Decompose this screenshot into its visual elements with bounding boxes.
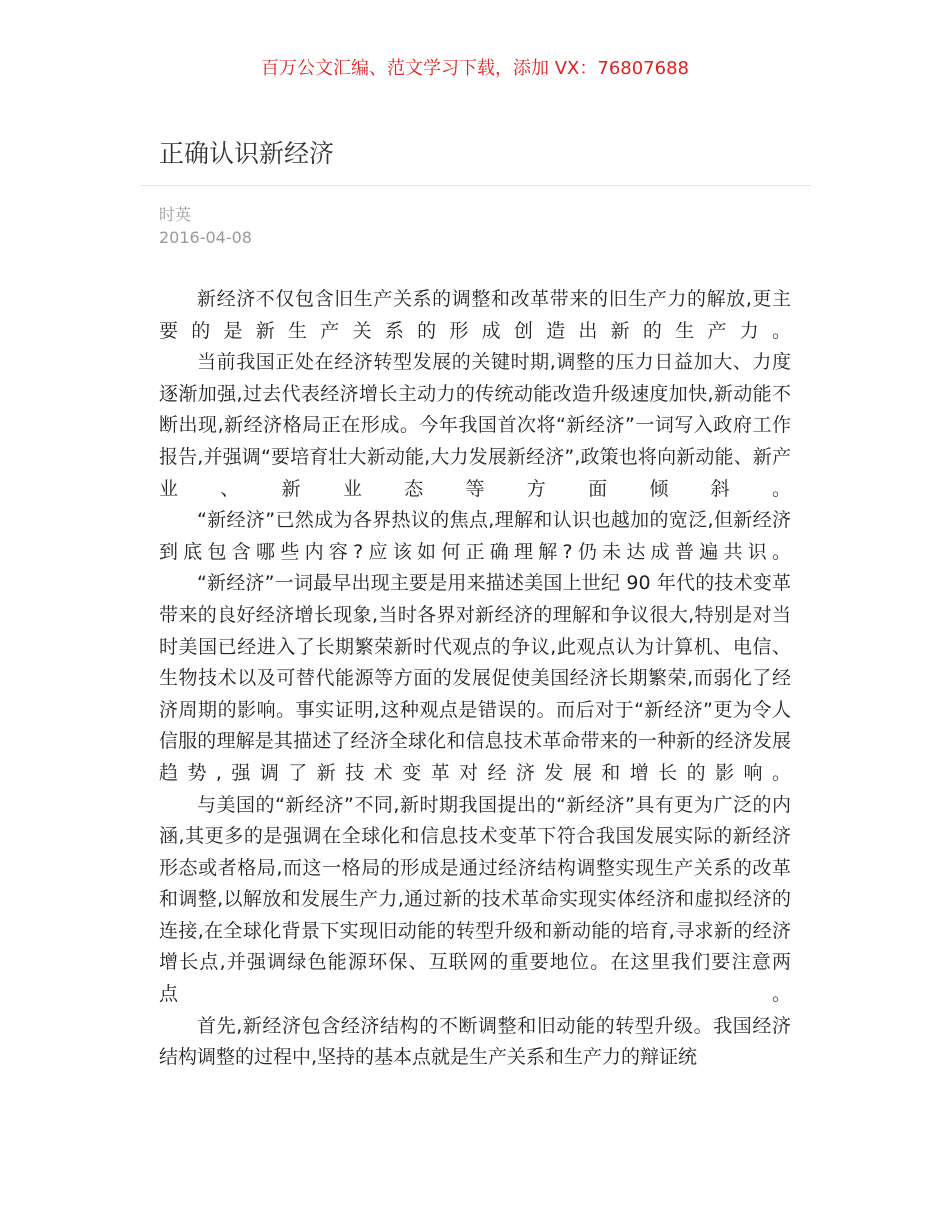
article-paragraph: 新经济不仅包含旧生产关系的调整和改革带来的旧生产力的解放,更主要的是新生产关系的形成创造出新的生产力。 bbox=[159, 288, 791, 342]
article-paragraph: 与美国的“新经济”不同,新时期我国提出的“新经济”具有更为广泛的内涵,其更多的是强调在全球化和信息技术变革下符合我国发展实际的新经济形态或者格局,而这一格局的形成是通过经济结构调整实现生产关系的改革和调整,以解放和发展生产力,通过新的技术革命实现实体经济和虚拟经济的连接,在全球化背景下实现旧动能的转型升级和新动能的培育,寻求新的经济增长点,并强调绿色能源环保、互联网的重要地位。在这里我们要注意两点。 bbox=[159, 793, 791, 1006]
article-paragraph: “新经济”已然成为各界热议的焦点,理解和认识也越加的宽泛,但新经济到底包含哪些内容?应该如何正确理解?仍未达成普遍共识。 bbox=[159, 509, 791, 563]
title-divider bbox=[140, 185, 811, 186]
article-date: 2016-04-08 bbox=[159, 228, 252, 247]
article-paragraph: “新经济”一词最早出现主要是用来描述美国上世纪 90 年代的技术变革带来的良好经济增长现象,当时各界对新经济的理解和争议很大,特别是对当时美国已经进入了长期繁荣新时代观点的争议,此观点认为计算机、电信、生物技术以及可替代能源等方面的发展促使美国经济长期繁荣,而弱化了经济周期的影响。事实证明,这种观点是错误的。而后对于“新经济”更为令人信服的理解是其描述了经济全球化和信息技术革命带来的一种新的经济发展趋势,强调了新技术变革对经济发展和增长的影响。 bbox=[159, 572, 791, 784]
article-paragraph: 首先,新经济包含经济结构的不断调整和旧动能的转型升级。我国经济结构调整的过程中,坚持的基本点就是生产关系和生产力的辩证统 bbox=[159, 1014, 791, 1069]
article-body bbox=[159, 284, 791, 1074]
article-title: 正确认识新经济 bbox=[159, 139, 335, 168]
promo-banner: 百万公文汇编、范文学习下载，添加 VX：76807688 bbox=[261, 58, 689, 79]
article-paragraph: 当前我国正处在经济转型发展的关键时期,调整的压力日益加大、力度逐渐加强,过去代表经济增长主动力的传统动能改造升级速度加快,新动能不断出现,新经济格局正在形成。今年我国首次将“新经济”一词写入政府工作报告,并强调“要培育壮大新动能,大力发展新经济”,政策也将向新动能、新产业、新业态等方面倾斜。 bbox=[159, 351, 791, 500]
article-author: 时英 bbox=[159, 205, 192, 224]
